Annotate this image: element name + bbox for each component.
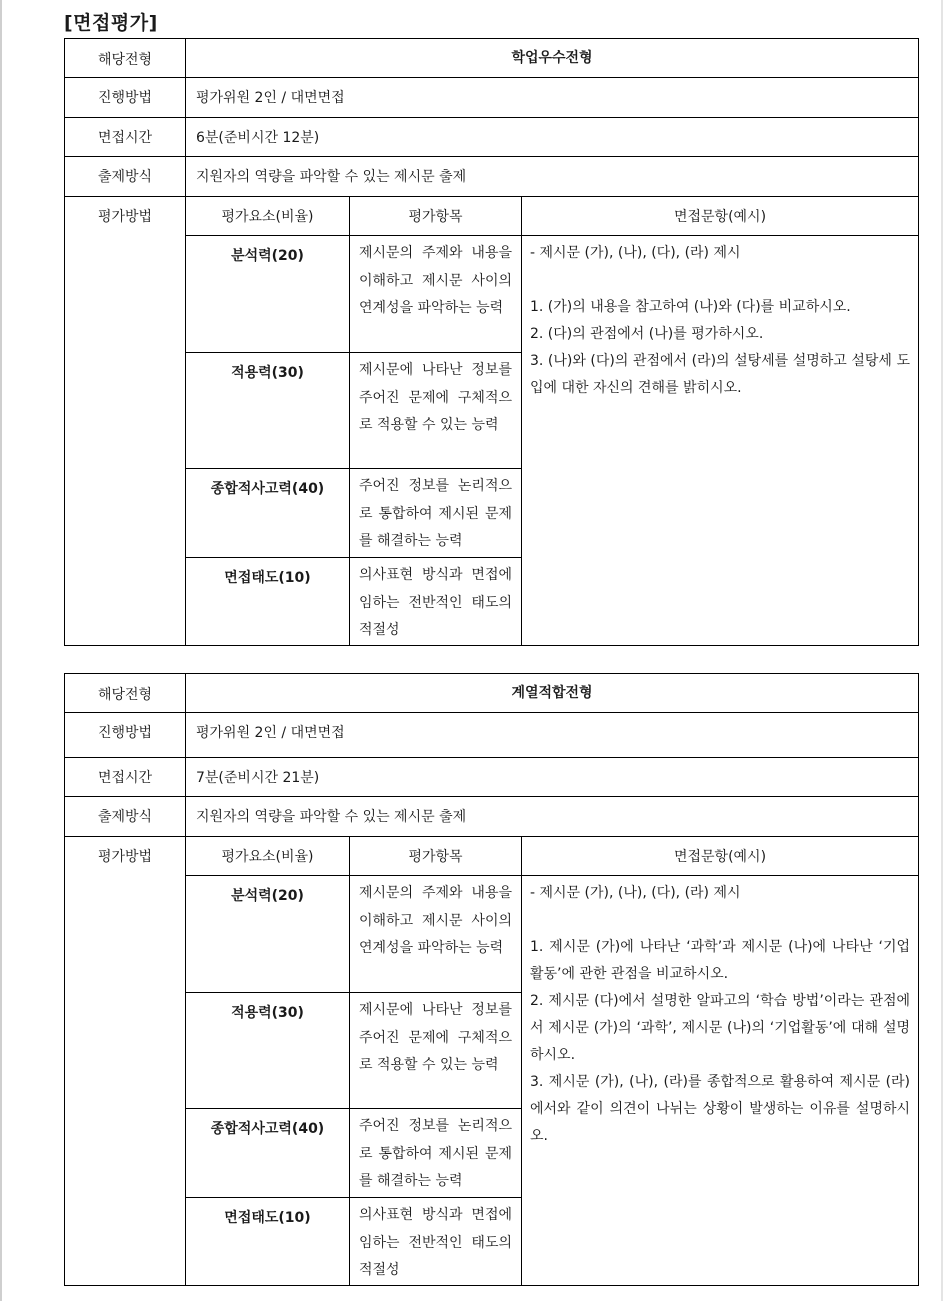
element-desc: 제시문의 주제와 내용을 이해하고 제시문 사이의 연계성을 파악하는 능력 — [350, 236, 522, 353]
element-desc: 주어진 정보를 논리적으로 통합하여 제시된 문제를 해결하는 능력 — [350, 469, 522, 558]
col-header-element: 평가요소(비율) — [186, 837, 350, 876]
value-method: 평가위원 2인 / 대면면접 — [186, 78, 919, 118]
element-desc: 주어진 정보를 논리적으로 통합하여 제시된 문제를 해결하는 능력 — [350, 1109, 522, 1198]
question-intro: - 제시문 (가), (나), (다), (라) 제시 — [530, 885, 741, 901]
element-name: 적용력(30) — [186, 993, 350, 1109]
question-item: 2. (다)의 관점에서 (나)를 평가하시오. — [530, 326, 764, 342]
question-box — [522, 876, 919, 1286]
value-time: 6분(준비시간 12분) — [186, 118, 919, 157]
question-item: 1. (가)의 내용을 참고하여 (나)와 (다)를 비교하시오. — [530, 299, 851, 315]
question-gap — [530, 907, 910, 934]
element-name: 적용력(30) — [186, 353, 350, 469]
element-desc: 제시문의 주제와 내용을 이해하고 제시문 사이의 연계성을 파악하는 능력 — [350, 876, 522, 993]
element-desc: 제시문에 나타난 정보를 주어진 문제에 구체적으로 적용할 수 있는 능력 — [350, 993, 522, 1109]
row-type — [65, 39, 919, 78]
element-name: 면접태도(10) — [186, 558, 350, 646]
row-time — [65, 758, 919, 797]
value-type: 계열적합전형 — [186, 674, 919, 713]
question-box — [522, 236, 919, 646]
row-method — [65, 713, 919, 758]
label-question-style: 출제방식 — [65, 797, 186, 837]
row-type — [65, 674, 919, 713]
question-item: 1. 제시문 (가)에 나타난 ‘과학’과 제시문 (나)에 나타난 ‘기업활동’에 관한 관점을 비교하시오. — [530, 939, 911, 982]
question-item: 2. 제시문 (다)에서 설명한 알파고의 ‘학습 방법’이라는 관점에서 제시문 (가)의 ‘과학’, 제시문 (나)의 ‘기업활동’에 대해 설명하시오. — [530, 993, 911, 1063]
element-name: 분석력(20) — [186, 876, 350, 993]
label-type: 해당전형 — [65, 674, 186, 713]
element-name: 분석력(20) — [186, 236, 350, 353]
label-method: 진행방법 — [65, 713, 186, 758]
question-item: 3. 제시문 (가), (나), (라)를 종합적으로 활용하여 제시문 (라)에서와 같이 의견이 나뉘는 상황이 발생하는 이유를 설명하시오. — [530, 1074, 911, 1144]
element-name: 종합적사고력(40) — [186, 469, 350, 558]
label-type: 해당전형 — [65, 39, 186, 78]
row-eval-header — [65, 197, 919, 236]
row-method — [65, 78, 919, 118]
value-question-style: 지원자의 역량을 파악할 수 있는 제시문 출제 — [186, 157, 919, 197]
question-gap — [530, 267, 910, 294]
interview-table-academic — [64, 38, 919, 646]
eval-row — [65, 236, 919, 353]
col-header-item: 평가항목 — [350, 837, 522, 876]
element-name: 면접태도(10) — [186, 1198, 350, 1286]
row-time — [65, 118, 919, 157]
page-title: [면접평가] — [64, 12, 158, 34]
col-header-question: 면접문항(예시) — [522, 837, 919, 876]
label-method: 진행방법 — [65, 78, 186, 118]
label-eval-method: 평가방법 — [65, 837, 186, 1286]
element-name: 종합적사고력(40) — [186, 1109, 350, 1198]
label-question-style: 출제방식 — [65, 157, 186, 197]
element-desc: 의사표현 방식과 면접에 임하는 전반적인 태도의 적절성 — [350, 558, 522, 646]
col-header-element: 평가요소(비율) — [186, 197, 350, 236]
value-method: 평가위원 2인 / 대면면접 — [186, 713, 919, 758]
page-edge-left — [0, 0, 2, 1301]
label-time: 면접시간 — [65, 758, 186, 797]
question-item: 3. (나)와 (다)의 관점에서 (라)의 설탕세를 설명하고 설탕세 도입에 대한 자신의 견해를 밝히시오. — [530, 353, 911, 396]
element-desc: 의사표현 방식과 면접에 임하는 전반적인 태도의 적절성 — [350, 1198, 522, 1286]
label-time: 면접시간 — [65, 118, 186, 157]
interview-table-major-fit — [64, 673, 919, 1286]
question-intro: - 제시문 (가), (나), (다), (라) 제시 — [530, 245, 741, 261]
col-header-item: 평가항목 — [350, 197, 522, 236]
value-question-style: 지원자의 역량을 파악할 수 있는 제시문 출제 — [186, 797, 919, 837]
row-question-style — [65, 797, 919, 837]
eval-row — [65, 876, 919, 993]
row-eval-header — [65, 837, 919, 876]
value-time: 7분(준비시간 21분) — [186, 758, 919, 797]
row-question-style — [65, 157, 919, 197]
value-type: 학업우수전형 — [186, 39, 919, 78]
col-header-question: 면접문항(예시) — [522, 197, 919, 236]
element-desc: 제시문에 나타난 정보를 주어진 문제에 구체적으로 적용할 수 있는 능력 — [350, 353, 522, 469]
label-eval-method: 평가방법 — [65, 197, 186, 646]
